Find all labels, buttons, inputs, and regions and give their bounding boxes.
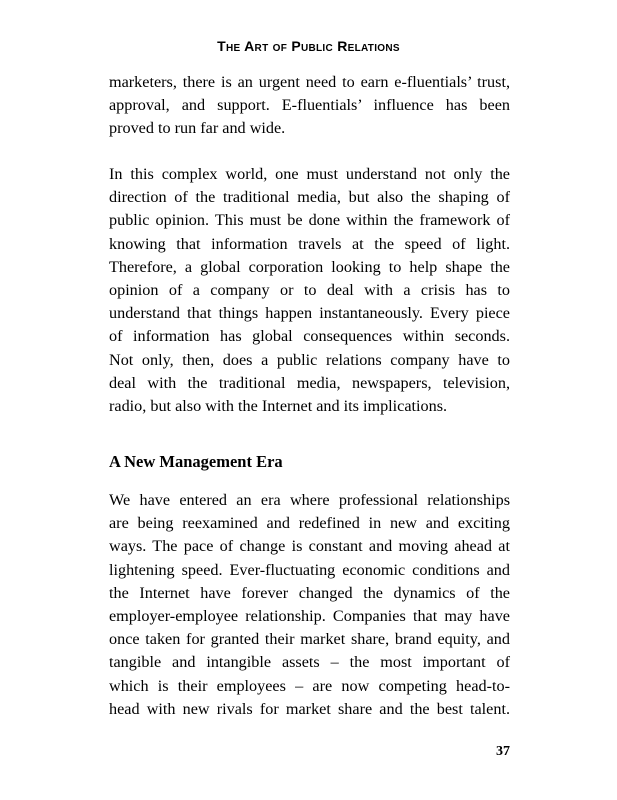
- text-line: of information has global consequences within seconds.: [109, 327, 510, 346]
- text-line: proved to run far and wide.: [109, 119, 286, 138]
- text-line: which is their employees – are now competing head-to-: [109, 676, 510, 695]
- text-line: ways. The pace of change is constant and moving ahead at: [109, 537, 510, 556]
- running-header: The Art of Public Relations: [217, 38, 400, 54]
- text-line: knowing that information travels at the speed of light.: [109, 234, 510, 253]
- section-heading: A New Management Era: [109, 452, 283, 471]
- text-line: understand that things happen instantaneously. Every piece: [109, 304, 510, 323]
- text-line: the Internet have forever changed the dynamics of the: [109, 583, 510, 602]
- text-line: lightening speed. Ever-fluctuating economic conditions and: [109, 560, 510, 579]
- text-line: once taken for granted their market share, brand equity, and: [109, 630, 510, 649]
- text-line: public opinion. This must be done within the framework of: [109, 211, 510, 230]
- text-line: marketers, there is an urgent need to earn e-fluentials’ trust,: [109, 73, 510, 91]
- text-line: In this complex world, one must understand not only the: [109, 165, 510, 183]
- text-line: tangible and intangible assets – the most important of: [109, 653, 510, 672]
- text-line: opinion of a company or to deal with a crisis has to: [109, 281, 510, 300]
- paragraph-2: [109, 163, 510, 418]
- text-line: are being reexamined and redefined in new and exciting: [109, 514, 510, 533]
- page-number: 37: [496, 744, 510, 759]
- text-line: employer-employee relationship. Companies that may have: [109, 607, 510, 626]
- text-line: Not only, then, does a public relations company have to: [109, 350, 510, 369]
- text-line: We have entered an era where professional relationships: [109, 491, 510, 509]
- text-line: radio, but also with the Internet and its implications.: [109, 397, 448, 416]
- paragraph-1: [109, 71, 510, 141]
- text-line: Therefore, a global corporation looking to help shape the: [109, 257, 510, 276]
- paragraph-3: [109, 489, 510, 721]
- text-line: head with new rivals for market share and the best talent.: [109, 699, 510, 718]
- text-line: direction of the traditional media, but also the shaping of: [109, 188, 510, 207]
- text-line: approval, and support. E-fluentials’ influence has been: [109, 96, 510, 115]
- text-line: deal with the traditional media, newspapers, television,: [109, 373, 510, 392]
